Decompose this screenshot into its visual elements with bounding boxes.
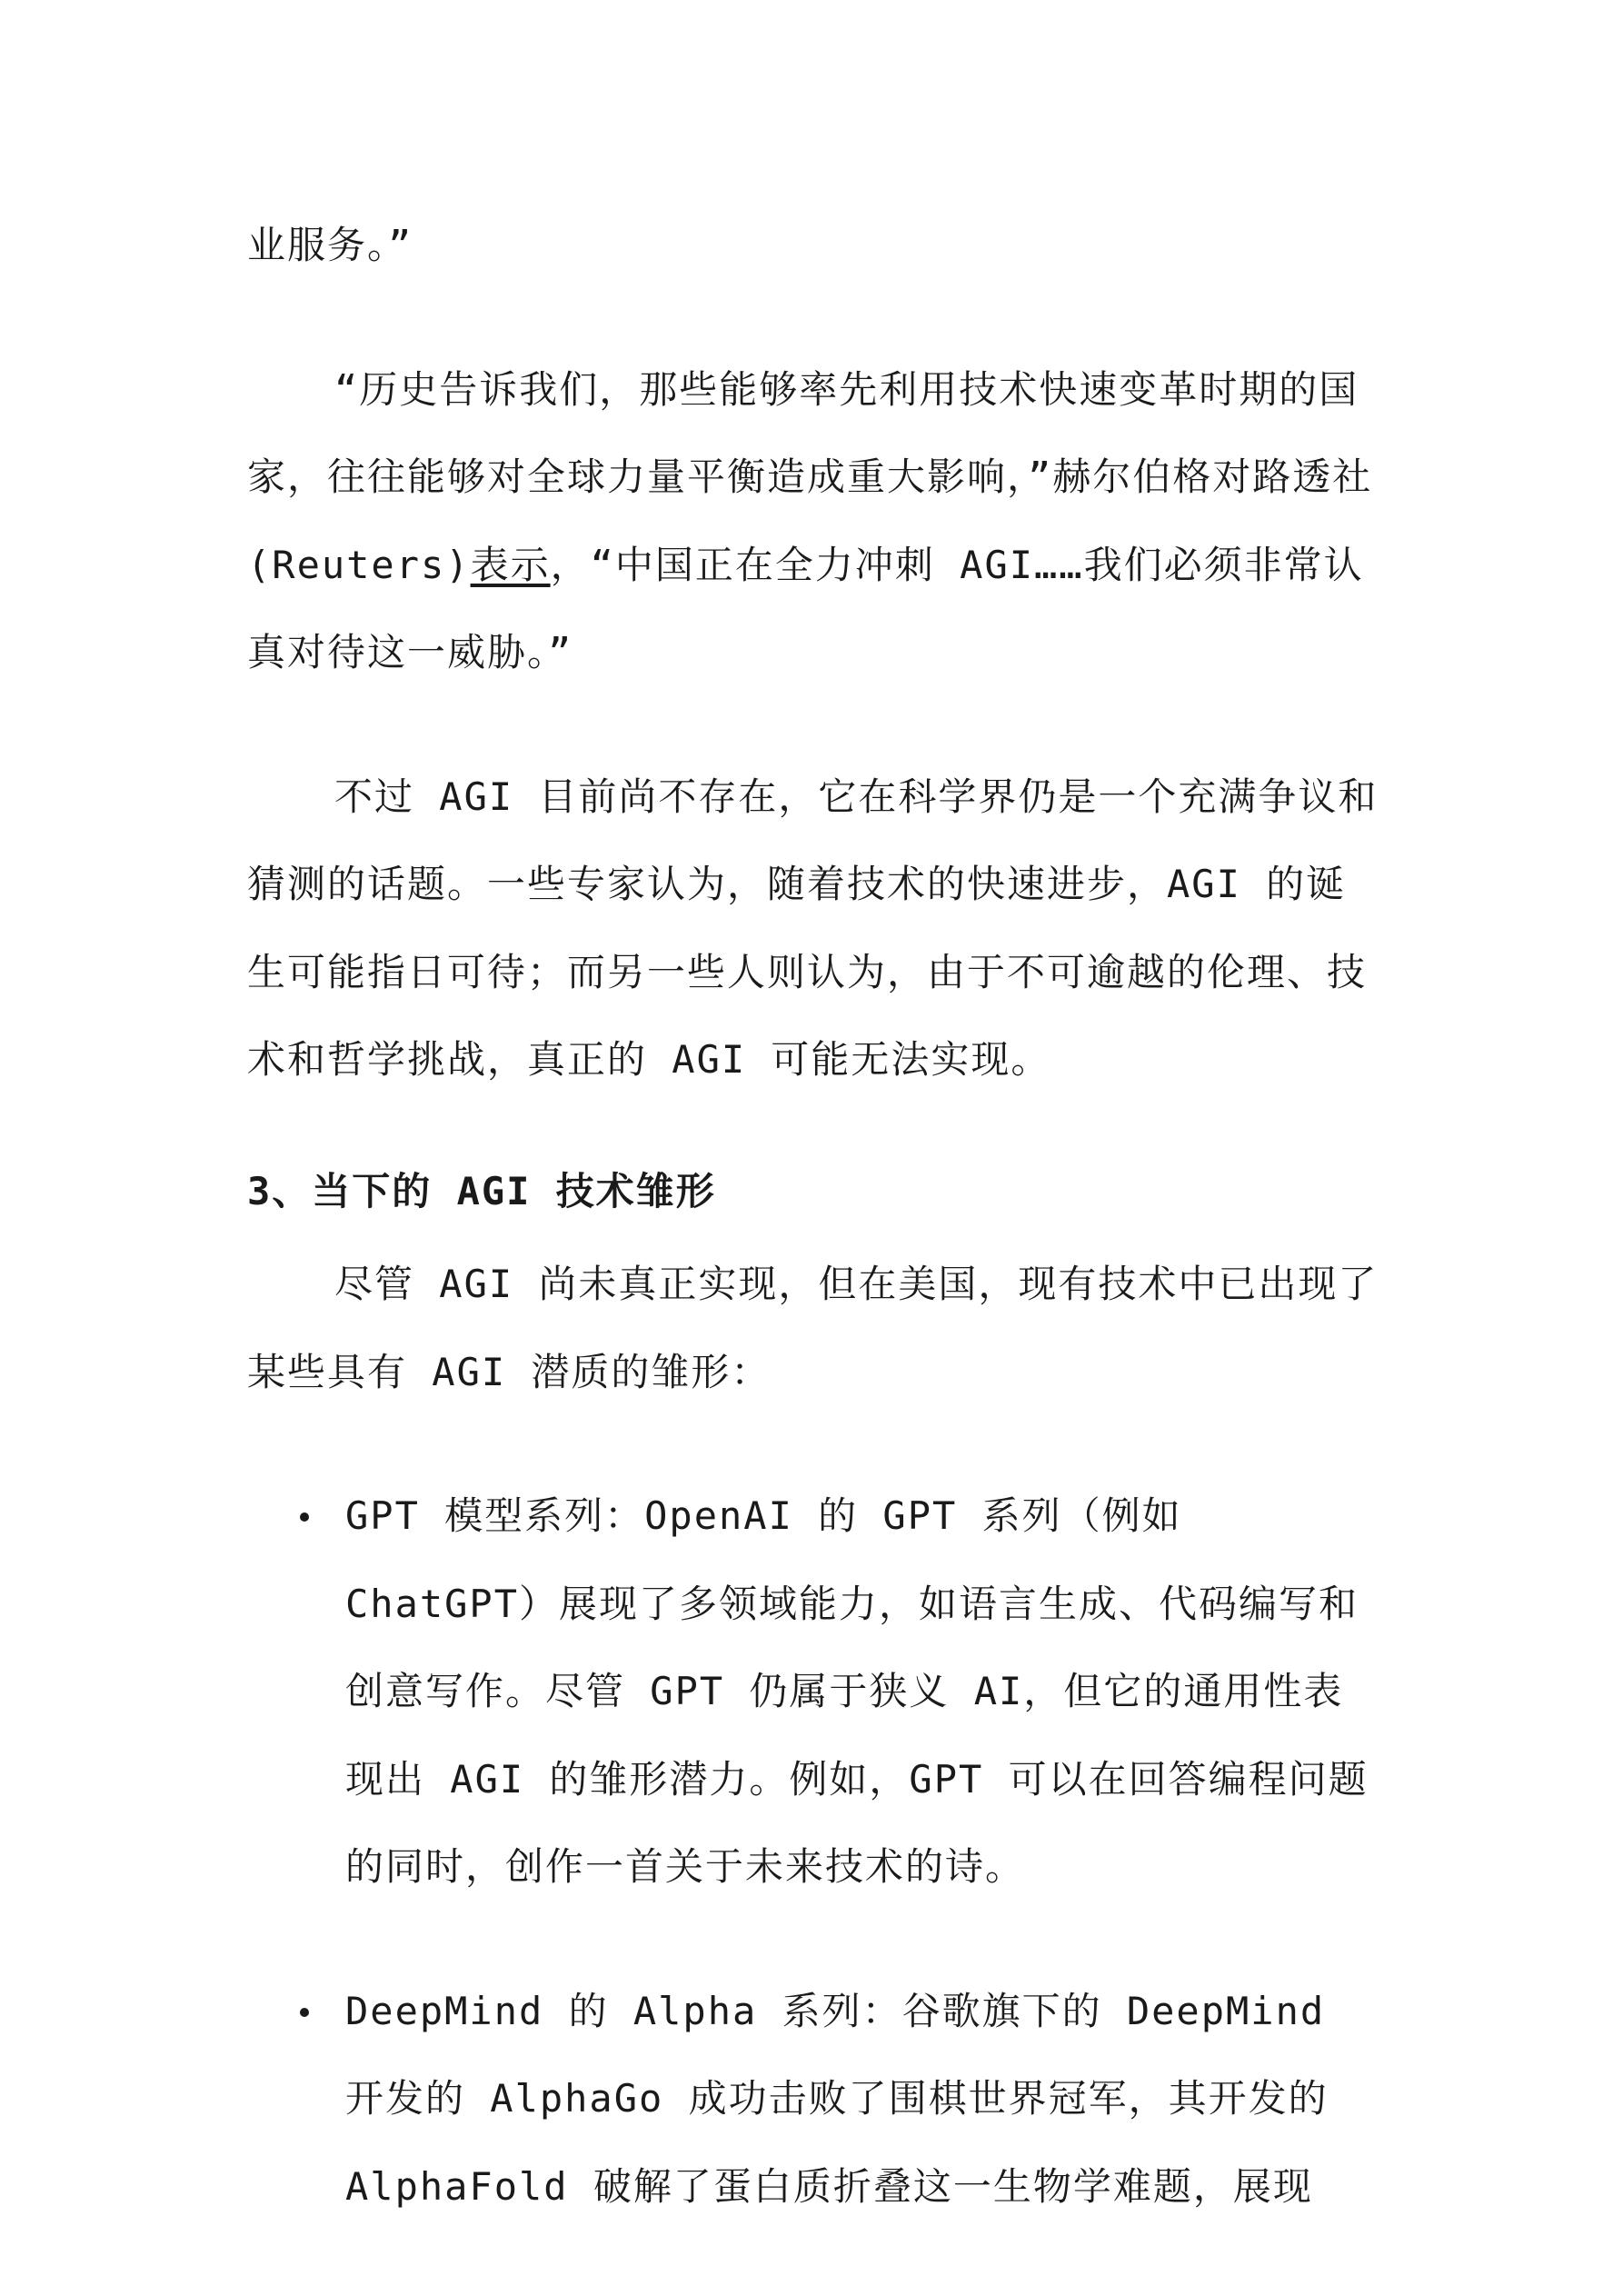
paragraph-history-quote-tail: ，“中国正在全力冲刺 AGI……我们必须非常认真对待这一威胁。” [247,542,1364,674]
paragraph-continuation: 业服务。” [247,223,413,267]
bullet-item-text: GPT 模型系列：OpenAI 的 GPT 系列（例如 ChatGPT）展现了多领域能力，如语言生成、代码编写和创意写作。尽管 GPT 仍属于狭义 AI，但它的通用性表现出 AGI 的雏形潜力。例如，GPT 可以在回答编程问题的同时，创作一首关于未来技术的诗。 [345,1493,1369,1889]
link-biaoshi[interactable]: 表示 [470,542,551,587]
bullet-dot-icon [300,1512,309,1522]
paragraph-history-quote-text: “历史告诉我们，那些能够率先利用技术快速变革时期的国家，往往能够对全球力量平衡造成重大影响，”赫尔伯格对路透社(Reuters) [247,366,1373,587]
paragraph-history-quote [247,346,1381,697]
bullet-dot-icon [300,2008,309,2017]
bullet-item-text: DeepMind 的 Alpha 系列：谷歌旗下的 DeepMind 开发的 AlphaGo 成功击败了围棋世界冠军，其开发的 AlphaFold 破解了蛋白质折叠这一生物学难题，展现 [345,1988,1329,2209]
bullet-item-deepmind [247,1968,1381,2231]
bullet-list [247,1472,1381,2231]
bullet-item-gpt [247,1472,1381,1912]
document-body [247,202,1381,2231]
paragraph-agi-debate: 不过 AGI 目前尚不存在，它在科学界仍是一个充满争议和猜测的话题。一些专家认为，随着技术的快速进步，AGI 的诞生可能指日可待；而另一些人则认为，由于不可逾越的伦理、技术和哲学挑战，真正的 AGI 可能无法实现。 [247,774,1379,1082]
paragraph-agi-prototypes: 尽管 AGI 尚未真正实现，但在美国，现有技术中已出现了某些具有 AGI 潜质的雏形： [247,1262,1379,1394]
section-heading: 3、当下的 AGI 技术雏形 [247,1168,716,1213]
